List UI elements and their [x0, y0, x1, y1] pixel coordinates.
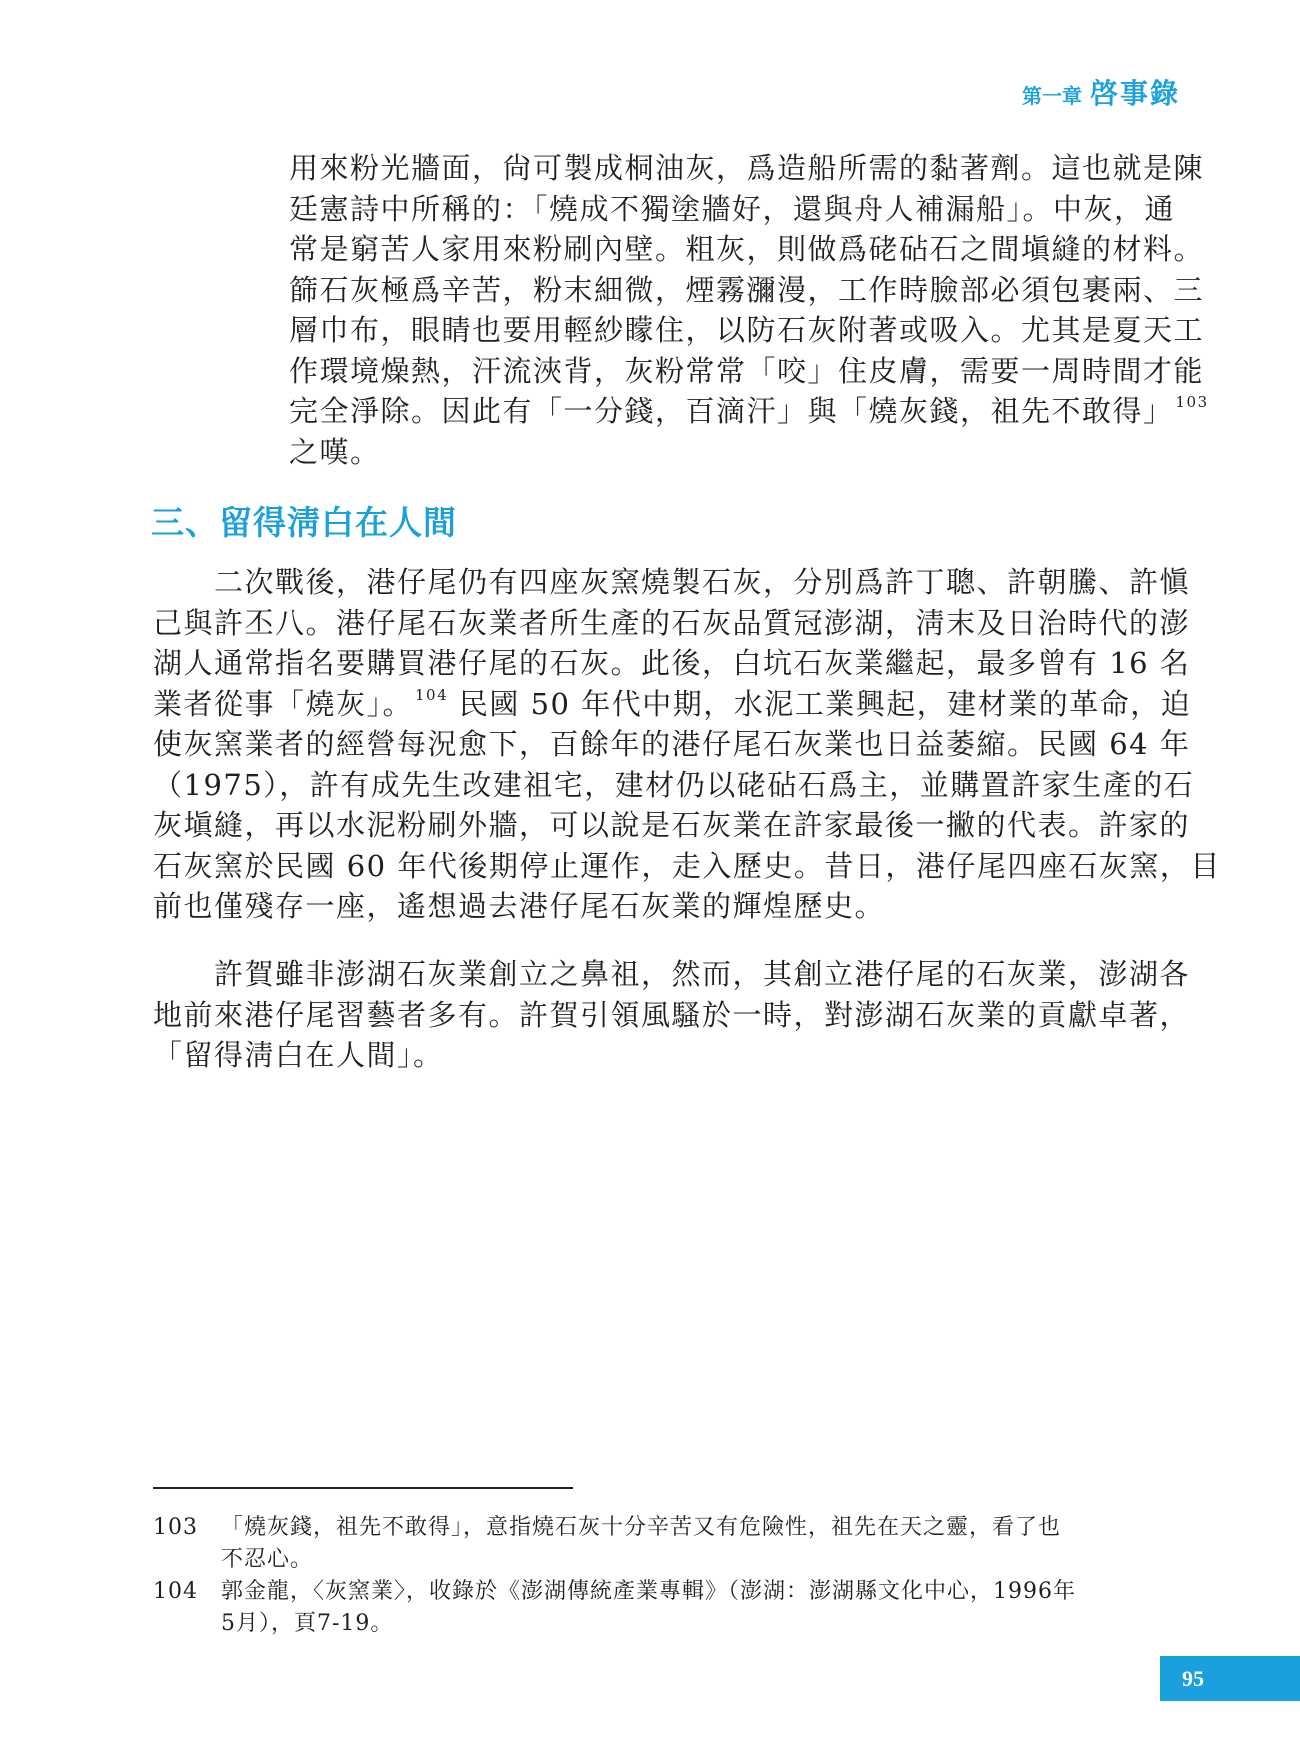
paragraph-line: 湖人通常指名要購買港仔尾的石灰。此後，白坑石灰業繼起，最多曾有 16 名	[153, 646, 1191, 680]
quote-line: 作環境燥熱，汗流浹背，灰粉常常「咬」住皮膚，需要一周時間才能	[289, 353, 1205, 388]
paragraph-line: 灰塡縫，再以水泥粉刷外牆，可以說是石灰業在許家最後一撇的代表。許家的	[153, 808, 1191, 842]
paragraph-line-prefix: 業者從事「燒灰」。	[153, 686, 414, 721]
quote-line: 用來粉光牆面，尙可製成桐油灰，爲造船所需的黏著劑。這也就是陳	[289, 151, 1205, 185]
footnote-line: 不忍心。	[221, 1547, 314, 1572]
paragraph-line: 前也僅殘存一座，遙想過去港仔尾石灰業的輝煌歷史。	[153, 889, 886, 923]
paragraph-line: 己與許丕八。港仔尾石灰業者所生產的石灰品質冠澎湖，淸末及日治時代的澎	[153, 605, 1191, 640]
footnote-line: 5月），頁7-19。	[221, 1611, 394, 1636]
paragraph-line: 地前來港仔尾習藝者多有。許賀引領風騷於一時，對澎湖石灰業的貢獻卓著，	[153, 997, 1191, 1032]
quote-line-text: 完全淨除。因此有「一分錢，百滴汗」與「燒灰錢，祖先不敢得」	[289, 394, 1174, 428]
running-header	[1022, 72, 1180, 112]
paragraph-line: 「留得淸白在人間」。	[153, 1038, 444, 1072]
quote-line: 廷憲詩中所稱的：「燒成不獨塗牆好，還與舟人補漏船」。中灰，通	[289, 191, 1176, 226]
footnote-ref-103[interactable]: 103	[1175, 393, 1209, 411]
footnote-number: 104	[153, 1579, 198, 1604]
footnote-ref-104[interactable]: 104	[415, 685, 449, 704]
footnote-divider	[153, 1487, 573, 1489]
body-paragraph-2	[153, 954, 1191, 1076]
body-paragraph-1	[153, 562, 1221, 927]
section-heading: 三、留得淸白在人間	[151, 503, 457, 542]
footnote-line: 郭金龍，〈灰窯業〉，收錄於《澎湖傳統產業專輯》（澎湖：澎湖縣文化中心，1996年	[221, 1579, 1076, 1604]
quote-block	[289, 148, 1209, 472]
footnote-number: 103	[153, 1515, 198, 1540]
footnote-line: 「燒灰錢，祖先不敢得」，意指燒石灰十分辛苦又有危險性，祖先在天之靈，看了也	[221, 1515, 1062, 1540]
footnotes	[153, 1512, 1183, 1640]
paragraph-line: 石灰窯於民國 60 年代後期停止運作，走入歷史。昔日，港仔尾四座石灰窯，目	[153, 848, 1221, 883]
footnote-text	[221, 1576, 1076, 1640]
chapter-title: 啓事錄	[1089, 77, 1180, 110]
chapter-label: 第一章	[1021, 84, 1082, 108]
quote-line: 篩石灰極爲辛苦，粉末細微，煙霧瀰漫，工作時臉部必須包裹兩、三	[289, 272, 1205, 307]
paragraph-line-with-ref	[153, 684, 1192, 725]
paragraph-line-suffix: 民國 50 年代中期，水泥工業興起，建材業的革命，迫	[458, 686, 1192, 721]
footnote-text	[221, 1512, 1061, 1576]
paragraph-line: 使灰窯業者的經營每況愈下，百餘年的港仔尾石灰業也日益萎縮。民國 64 年	[153, 727, 1191, 761]
page-number: 95	[1160, 1656, 1300, 1701]
paragraph-line: 許賀雖非澎湖石灰業創立之鼻祖，然而，其創立港仔尾的石灰業，澎湖各	[153, 957, 1191, 991]
footnote-104	[153, 1576, 1183, 1640]
paragraph-line: （1975），許有成先生改建祖宅，建材仍以硓砧石爲主，並購置許家生產的石	[153, 767, 1195, 802]
quote-line: 之嘆。	[289, 434, 381, 469]
paragraph-line: 二次戰後，港仔尾仍有四座灰窯燒製石灰，分別爲許丁聰、許朝騰、許愼	[153, 565, 1191, 599]
footnote-103	[153, 1512, 1183, 1576]
quote-line-with-ref	[289, 391, 1209, 432]
quote-line: 層巾布，眼睛也要用輕紗矇住，以防石灰附著或吸入。尤其是夏天工	[289, 313, 1205, 347]
quote-line: 常是窮苦人家用來粉刷內壁。粗灰，則做爲硓砧石之間塡縫的材料。	[289, 232, 1205, 266]
